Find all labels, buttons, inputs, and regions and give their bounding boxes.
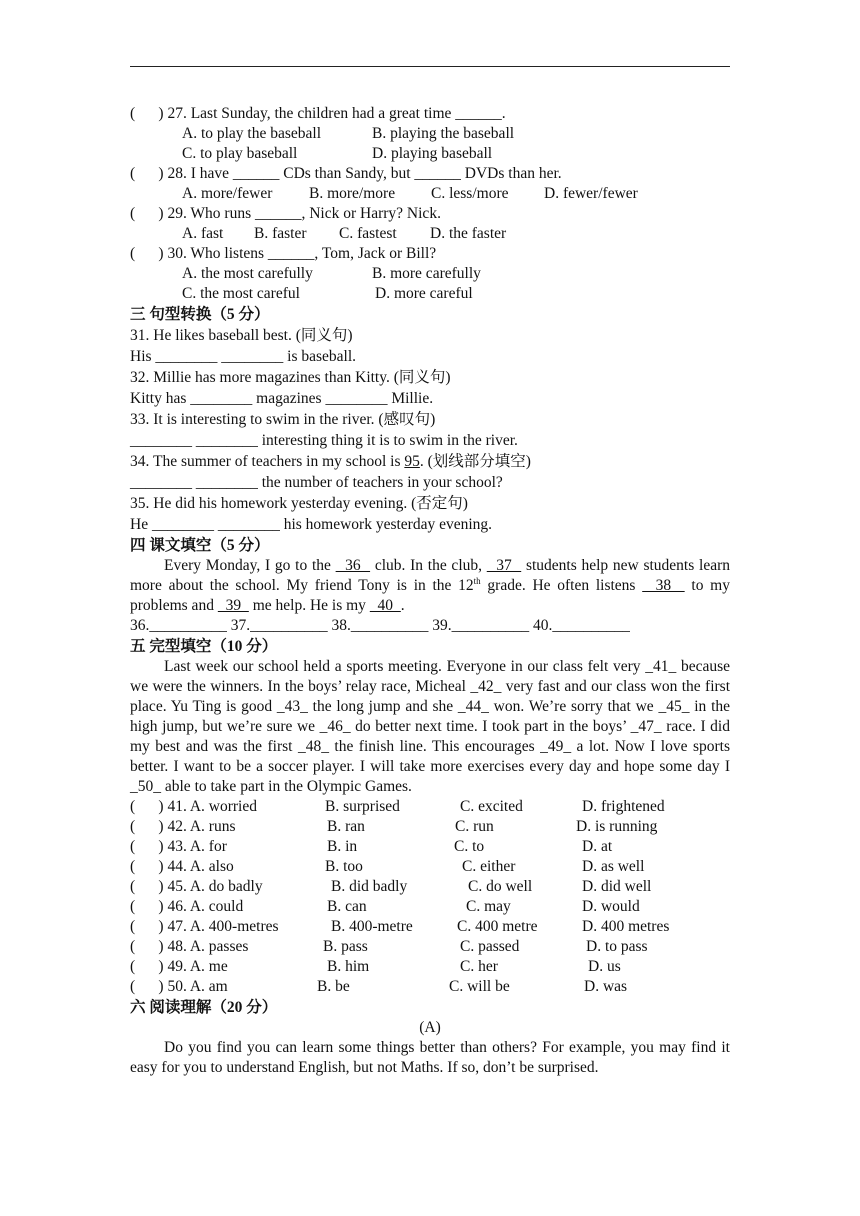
sentence-line: His ________ ________ is baseball. xyxy=(130,348,357,365)
text-run: students help new students learn more about the school. My friend Tony is in the 12 xyxy=(130,557,730,594)
option-d: D. 400 metres xyxy=(582,918,670,935)
cloze-item-41 xyxy=(130,797,730,817)
sentence-line: Kitty has ________ magazines ________ Millie. xyxy=(130,390,434,407)
text-run: club. In the club, xyxy=(370,557,487,574)
option-c: C. to xyxy=(454,838,485,855)
option-c: C. fastest xyxy=(339,225,397,242)
option-a: A. the most carefully xyxy=(182,265,313,282)
option-b: B. in xyxy=(327,838,358,855)
option-b: B. ran xyxy=(327,818,365,835)
blank-39: 39 xyxy=(217,597,249,614)
option-d: D. was xyxy=(584,978,628,995)
option-b: B. can xyxy=(327,898,367,915)
question-34 xyxy=(130,451,730,472)
option-b: B. him xyxy=(327,958,370,975)
option-b: B. be xyxy=(317,978,350,995)
item-number-option-a: ( ) 41. A. worried xyxy=(130,798,257,815)
sentence-line: He ________ ________ his homework yesterday evening. xyxy=(130,516,493,533)
item-number-option-a: ( ) 45. A. do badly xyxy=(130,878,263,895)
header-rule xyxy=(130,66,730,67)
option-b: B. did badly xyxy=(331,878,408,895)
item-number-option-a: ( ) 47. A. 400-metres xyxy=(130,918,279,935)
option-d: D. would xyxy=(582,898,640,915)
cloze-paragraph xyxy=(130,556,730,616)
q34-underlined: 95 xyxy=(404,453,420,470)
question-stem: ( ) 29. Who runs ______, Nick or Harry? Nick. xyxy=(130,205,441,222)
option-b: B. faster xyxy=(254,225,307,242)
question-27 xyxy=(130,104,730,164)
section-heading: 五 完型填空（10 分） xyxy=(130,638,278,655)
option-c: C. excited xyxy=(460,798,523,815)
option-c: C. may xyxy=(466,898,511,915)
superscript: th xyxy=(473,575,481,586)
option-d: D. did well xyxy=(582,878,652,895)
option-d: D. more careful xyxy=(375,285,473,302)
reading-passage: Do you find you can learn some things better than others? For example, you may find it easy for you to understand English, but not Maths. If so, don’t be surprised. xyxy=(130,1039,730,1076)
option-c: C. either xyxy=(462,858,516,875)
answer-blanks: 36.__________ 37.__________ 38.__________ 39.__________ 40.__________ xyxy=(130,617,630,634)
option-a: A. fast xyxy=(182,225,224,242)
sentence-line: 32. Millie has more magazines than Kitty. (同义句) xyxy=(130,369,451,386)
question-30 xyxy=(130,244,730,304)
text-run: grade. He often listens xyxy=(480,577,643,594)
item-number-option-a: ( ) 50. A. am xyxy=(130,978,228,995)
cloze-item-47 xyxy=(130,917,730,937)
cloze-options xyxy=(130,797,730,997)
cloze-item-43 xyxy=(130,837,730,857)
option-c: C. 400 metre xyxy=(457,918,538,935)
section-heading: 六 阅读理解（20 分） xyxy=(130,999,278,1016)
option-b: B. surprised xyxy=(325,798,400,815)
option-c: C. run xyxy=(455,818,494,835)
option-d: D. us xyxy=(588,958,621,975)
option-d: D. is running xyxy=(576,818,658,835)
q34-pre: 34. The summer of teachers in my school is xyxy=(130,453,405,470)
question-28 xyxy=(130,164,730,204)
option-b: B. 400-metre xyxy=(331,918,413,935)
option-d: D. frightened xyxy=(582,798,665,815)
text-run: to my problems and xyxy=(130,577,730,614)
option-c: C. passed xyxy=(460,938,520,955)
sentence-line: 33. It is interesting to swim in the river. (感叹句) xyxy=(130,411,436,428)
option-a: A. more/fewer xyxy=(182,185,273,202)
option-b: B. pass xyxy=(323,938,368,955)
cloze-passage: Last week our school held a sports meeting. Everyone in our class felt very _41_ because we were the winners. In the boys’ relay race, Micheal _42_ very fast and our class won the first place. Yu Ting is good _43_ the long jump and she _44_ won. We’re sorry that we _45_ in the high jump, but we’re sure we _46_ do better next time. I took part in the boys’ _47_ race. I did my best and was the first _48_ the finish line. This encourages _49_ a lot. Now I love sports better. I want to be a soccer player. I will take more exercises every day and hope some day I _50_ able to take part in the Olympic Games. xyxy=(130,658,730,795)
option-c: C. will be xyxy=(449,978,510,995)
section-6 xyxy=(130,997,730,1078)
item-number-option-a: ( ) 44. A. also xyxy=(130,858,234,875)
option-b: B. more/more xyxy=(309,185,396,202)
cloze-item-45 xyxy=(130,877,730,897)
blank-40: 40 xyxy=(369,597,401,614)
option-c: C. do well xyxy=(468,878,533,895)
item-number-option-a: ( ) 43. A. for xyxy=(130,838,227,855)
cloze-item-48 xyxy=(130,937,730,957)
sentence-line: 31. He likes baseball best. (同义句) xyxy=(130,327,353,344)
item-number-option-a: ( ) 49. A. me xyxy=(130,958,228,975)
section-3 xyxy=(130,304,730,535)
text-run: Every Monday, I go to the xyxy=(164,557,336,574)
section-heading: 四 课文填空（5 分） xyxy=(130,537,270,554)
option-a: A. to play the baseball xyxy=(182,125,322,142)
option-d: D. as well xyxy=(582,858,645,875)
blank-38: 38 xyxy=(642,577,685,594)
option-c: C. to play baseball xyxy=(182,145,298,162)
cloze-item-44 xyxy=(130,857,730,877)
option-d: D. at xyxy=(582,838,613,855)
option-d: D. playing baseball xyxy=(372,145,493,162)
blank-36: 36 xyxy=(335,557,371,574)
q34-post: . (划线部分填空) xyxy=(419,453,531,470)
passage-label: (A) xyxy=(419,1019,441,1036)
exam-page xyxy=(130,104,730,1078)
blank-37: 37 xyxy=(486,557,522,574)
option-c: C. the most careful xyxy=(182,285,300,302)
section-5 xyxy=(130,636,730,997)
cloze-item-50 xyxy=(130,977,730,997)
sentence-line: ________ ________ interesting thing it is to swim in the river. xyxy=(130,432,518,449)
text-run: me help. He is my xyxy=(248,597,370,614)
item-number-option-a: ( ) 46. A. could xyxy=(130,898,244,915)
item-number-option-a: ( ) 42. A. runs xyxy=(130,818,236,835)
text-run: . xyxy=(400,597,405,614)
question-stem: ( ) 27. Last Sunday, the children had a great time ______. xyxy=(130,105,506,122)
question-stem: ( ) 30. Who listens ______, Tom, Jack or Bill? xyxy=(130,245,437,262)
cloze-item-46 xyxy=(130,897,730,917)
option-c: C. her xyxy=(460,958,498,975)
option-d: D. fewer/fewer xyxy=(544,185,638,202)
sentence-line: 35. He did his homework yesterday evening. (否定句) xyxy=(130,495,468,512)
sentence-line: ________ ________ the number of teachers in your school? xyxy=(130,474,503,491)
option-b: B. playing the baseball xyxy=(372,125,515,142)
question-29 xyxy=(130,204,730,244)
item-number-option-a: ( ) 48. A. passes xyxy=(130,938,249,955)
cloze-item-49 xyxy=(130,957,730,977)
option-d: D. to pass xyxy=(586,938,648,955)
option-d: D. the faster xyxy=(430,225,507,242)
option-b: B. more carefully xyxy=(372,265,481,282)
option-c: C. less/more xyxy=(431,185,509,202)
section-heading: 三 句型转换（5 分） xyxy=(130,306,270,323)
question-stem: ( ) 28. I have ______ CDs than Sandy, but ______ DVDs than her. xyxy=(130,165,562,182)
option-b: B. too xyxy=(325,858,363,875)
section-4 xyxy=(130,535,730,636)
cloze-item-42 xyxy=(130,817,730,837)
